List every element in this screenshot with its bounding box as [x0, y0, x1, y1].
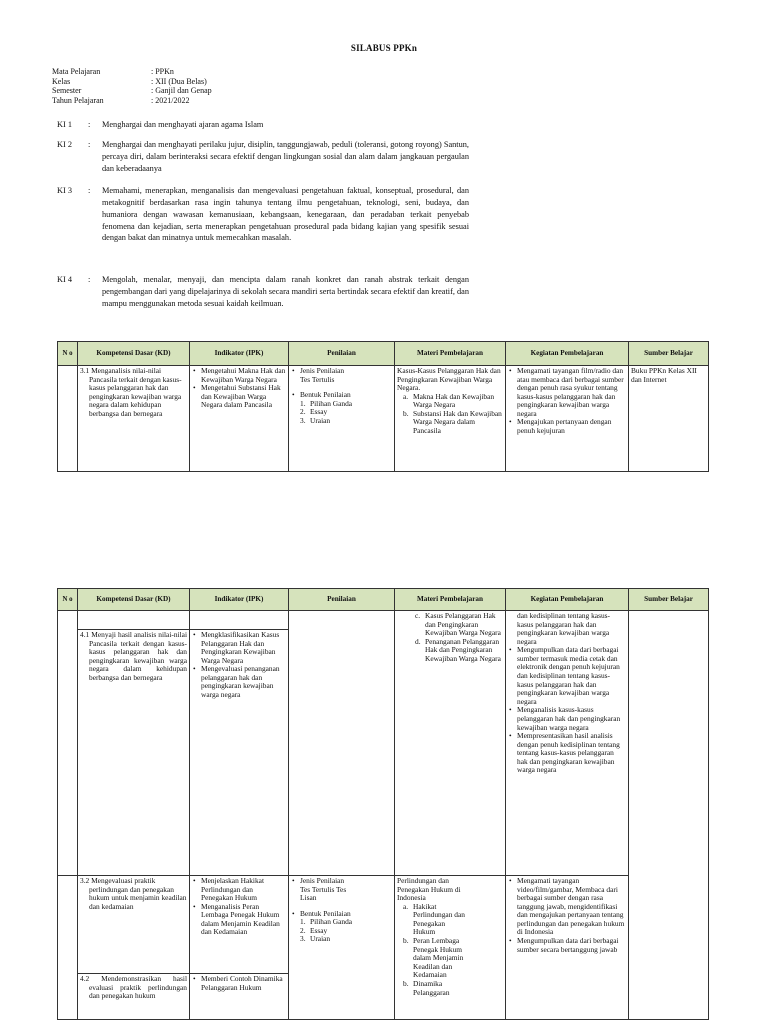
list-text: Peran Lembaga Penegak Hukum dalam Menjamin Keadilan dan Kedamaian — [413, 936, 464, 980]
list-item: • Jenis Penilaian Tes Tertulis Tes Lisan — [291, 877, 353, 903]
cell-penilaian — [289, 611, 395, 876]
cell-kd — [78, 630, 190, 876]
header-sumber: Sumber Belajar — [629, 342, 709, 366]
ki-code: KI 1 — [57, 120, 72, 129]
list-item: • Memberi Contoh Dinamika Pelanggaran Hukum — [192, 975, 286, 992]
list-item: • Mengamati tayangan video/film/gambar, Membaca dari berbagai sumber dengan rasa tanggung jawab, mengidentifikasi dan mengajukan pertanyaan tentang perlindungan dan penegakan hukum di Indonesia — [508, 877, 626, 937]
list-item: • Jenis Penilaian Tes Tertulis — [291, 367, 353, 384]
list-marker: 1. — [300, 398, 306, 408]
table-row — [58, 876, 709, 974]
cell-kegiatan — [506, 611, 629, 876]
table-row — [58, 366, 709, 472]
header-no: N o — [58, 589, 78, 611]
table-header-row — [58, 589, 709, 611]
list-item: • Mengevaluasi penanganan pelanggaran hak dan pengingkaran kewajiban warga negara — [192, 665, 286, 699]
syllabus-table-2 — [57, 588, 709, 1020]
header-sumber: Sumber Belajar — [629, 589, 709, 611]
meta-row-class — [52, 77, 212, 87]
list-item: • Mengumpulkan data dari berbagai sumber termasuk media cetak dan elektronik dengan penuh kejujuran dan kedisiplinan tentang kasus-kasus pelanggaran hak dan pengingkaran kewajiban warga negara — [508, 646, 626, 706]
list-marker: c. — [415, 611, 421, 620]
cell-kd — [78, 876, 190, 974]
header-penilaian: Penilaian — [289, 589, 395, 611]
cell-sumber — [629, 611, 709, 1020]
header-ipk: Indikator (IPK) — [190, 589, 289, 611]
kd-text: 4.1 Menyaji hasil analisis nilai-nilai Pancasila terkait dengan kasus-kasus pelanggaran hak dan pengingkaran kewajiban warga negara dalam kehidupan berbangsa dan bernegara — [80, 630, 187, 682]
list-marker: b. — [403, 408, 409, 418]
list-item: • Mengumpulkan data dari berbagai sumber secara bertanggung jawab — [508, 937, 626, 954]
list-text: Dinamika Pelanggaran — [413, 978, 450, 997]
meta-value: : Ganjil dan Genap — [151, 86, 212, 95]
meta-value: : 2021/2022 — [151, 95, 190, 105]
cell-penilaian — [289, 876, 395, 1020]
header-kd: Kompetensi Dasar (KD) — [78, 589, 190, 611]
table-row — [58, 611, 709, 630]
list-marker: d. — [415, 636, 421, 646]
meta-label: Kelas — [52, 76, 71, 86]
meta-row-semester — [52, 86, 212, 96]
cell-no — [58, 876, 78, 1020]
cell-ipk — [190, 974, 289, 1020]
list-text: Uraian — [310, 415, 331, 425]
list-marker: 2. — [300, 407, 306, 417]
header-materi: Materi Pembelajaran — [395, 342, 506, 366]
list-item: • Mengetahui Makna Hak dan Kewajiban Warga Negara — [192, 367, 286, 384]
ki-text: Menghargai dan menghayati ajaran agama Islam — [102, 120, 264, 129]
list-item: • Menganalisis kasus-kasus pelanggaran hak dan pengingkaran kewajiban warga negara — [508, 706, 626, 732]
kd-text: 4.2 Mendemonstrasikan hasil evaluasi praktik perlindungan dan penegakan hukum — [80, 974, 187, 1001]
ki-text: Mengolah, menalar, menyaji, dan mencipta dalam ranah konkret dan ranah abstrak terkait dengan pengembangan dari yang dipelajarinya di sekolah secara mandiri serta bertindak secara efektif dan kreatif, dan mampu menggunakan metoda sesuai kaidah keilmuan. — [102, 275, 469, 308]
materi-intro: Kasus-Kasus Pelanggaran Hak dan Pengingkaran Kewajiban Warga Negara. — [397, 366, 501, 393]
page-title: SILABUS PPKn — [350, 43, 418, 53]
list-text: Essay — [310, 407, 328, 417]
cell-kegiatan — [506, 876, 629, 1020]
table-header-row — [58, 342, 709, 366]
list-item — [403, 903, 503, 937]
list-text: Uraian — [310, 934, 331, 944]
ki-code: KI 4 — [57, 275, 72, 284]
list-item — [403, 393, 503, 410]
meta-value: : PPKn — [151, 67, 174, 76]
list-text: Essay — [310, 925, 328, 935]
ki-2 — [57, 139, 469, 175]
meta-row-subject — [52, 67, 212, 77]
list-marker: b. — [403, 936, 409, 946]
kd-text: 3.1 Menganalisis nilai-nilai Pancasila terkait dengan kasus-kasus pelanggaran hak dan pengingkaran kewajiban warga negara dalam kehidupan berbangsa dan bernegara — [80, 366, 182, 418]
meta-label: Tahun Pelajaran — [52, 95, 104, 105]
list-item — [415, 612, 503, 638]
subject-meta — [52, 67, 212, 105]
cell-no — [58, 366, 78, 472]
header-kegiatan: Kegiatan Pembelajaran — [506, 589, 629, 611]
list-text: Makna Hak dan Kewajiban Warga Negara — [413, 391, 495, 410]
cell-ipk — [190, 611, 289, 630]
list-item — [300, 417, 392, 426]
list-marker: 3. — [300, 934, 306, 944]
cell-kd — [78, 611, 190, 630]
ki-colon: : — [88, 275, 91, 284]
ki-4 — [57, 274, 469, 310]
list-item: • Menganalisis Peran Lembaga Penegak Hukum dalam Menjamin Keadilan dan Kedamaian — [192, 903, 286, 937]
ki-colon: : — [88, 186, 91, 195]
list-text: Penanganan Pelanggaran Hak dan Pengingkaran Kewajiban Warga Negara — [425, 636, 501, 663]
list-item — [300, 935, 392, 944]
meta-label: Mata Pelajaran — [52, 67, 101, 76]
list-item — [403, 937, 503, 980]
list-marker: b. — [403, 978, 409, 988]
list-text: Pilihan Ganda — [310, 917, 353, 927]
ki-1 — [57, 119, 469, 131]
cell-materi — [395, 876, 506, 1020]
list-marker: 3. — [300, 415, 306, 425]
header-kegiatan: Kegiatan Pembelajaran — [506, 342, 629, 366]
ki-3 — [57, 185, 469, 244]
kd-text: 3.2 Mengevaluasi praktik perlindungan dan penegakan hukum untuk menjamin keadilan dan kedamaian — [80, 876, 187, 911]
meta-value: : XII (Dua Belas) — [151, 76, 207, 86]
list-item — [403, 980, 503, 997]
list-item: • Mengetahui Substansi Hak dan Kewajiban Warga Negara dalam Pancasila — [192, 384, 286, 410]
ki-colon: : — [88, 140, 91, 149]
materi-intro: Perlindungan dan Penegakan Hukum di Indonesia — [397, 876, 461, 903]
meta-row-year — [52, 96, 212, 106]
list-item — [415, 638, 503, 664]
cell-kd — [78, 974, 190, 1020]
cell-kd — [78, 366, 190, 472]
cell-ipk — [190, 630, 289, 876]
list-item: • Mengamati tayangan film/radio dan atau membaca dari berbagai sumber dengan penuh rasa syukur tentang kasus-kasus pelanggaran hak dan pengingkaran kewajiban warga negara — [508, 367, 626, 418]
list-marker: 1. — [300, 917, 306, 927]
cell-ipk — [190, 366, 289, 472]
meta-label: Semester — [52, 86, 82, 95]
ki-text: Memahami, menerapkan, menganalisis dan mengevaluasi pengetahuan faktual, konseptual, prosedural, dan metakognitif berdasarkan rasa ingin tahunya tentang ilmu pengetahuan, teknologi, seni, budaya, dan humaniora dengan wawasan kemanusiaan, kebangsaan, kenegaraan, dan peradaban terkait penyebab fenomena dan kejadian, serta menerapkan pengetahuan prosedural pada bidang kajian yang spesifik sesuai dengan bakat dan minatnya untuk memecahkan masalah. — [102, 186, 469, 243]
list-text: Pilihan Ganda — [310, 398, 353, 408]
list-marker: a. — [403, 391, 409, 401]
cell-materi — [395, 366, 506, 472]
cell-sumber: Buku PPKn Kelas XII dan Internet — [629, 366, 709, 472]
kegiatan-continued: dan kedisiplinan tentang kasus-kasus pelanggaran hak dan pengingkaran kewajiban warga negara — [517, 611, 610, 646]
header-ipk: Indikator (IPK) — [190, 342, 289, 366]
ki-code: KI 3 — [57, 186, 72, 195]
cell-penilaian — [289, 366, 395, 472]
syllabus-table-1 — [57, 341, 709, 472]
cell-materi — [395, 611, 506, 876]
list-item: • Menjelaskan Hakikat Perlindungan dan Penegakan Hukum — [192, 877, 286, 903]
cell-no — [58, 611, 78, 876]
list-item — [403, 410, 503, 436]
header-materi: Materi Pembelajaran — [395, 589, 506, 611]
list-marker: 2. — [300, 925, 306, 935]
ki-code: KI 2 — [57, 140, 72, 149]
ki-text: Menghargai dan menghayati perilaku jujur, disiplin, tanggungjawab, peduli (toleransi, gotong royong) Santun, percaya diri, dalam berinteraksi secara efektif dengan lingkungan sosial dan alam dalam jangkauan pergaulan dan keberadaanya — [102, 140, 469, 173]
list-text: Substansi Hak dan Kewajiban Warga Negara dalam Pancasila — [413, 408, 502, 436]
cell-kegiatan — [506, 366, 629, 472]
list-item: • Mengklasifikasikan Kasus Pelanggaran Hak dan Pengingkaran Kewajiban Warga Negara — [192, 631, 286, 665]
header-no: N o — [58, 342, 78, 366]
ki-colon: : — [88, 120, 91, 129]
list-marker: a. — [403, 901, 409, 911]
list-item: • Mempresentasikan hasil analisis dengan penuh kedisiplinan tentang tentang kasus-kasus pelanggaran hak dan pengingkaran kewajiban warga negara — [508, 732, 626, 775]
list-item: • Bentuk Penilaian — [291, 910, 392, 919]
list-text: Hakikat Perlindungan dan Penegakan Hukum — [413, 901, 465, 937]
list-text: Kasus Pelanggaran Hak dan Pengingkaran Kewajiban Warga Negara — [425, 611, 501, 638]
list-item: • Mengajukan pertanyaan dengan penuh kejujuran — [508, 418, 626, 435]
header-kd: Kompetensi Dasar (KD) — [78, 342, 190, 366]
list-item: • Bentuk Penilaian — [291, 391, 392, 400]
header-penilaian: Penilaian — [289, 342, 395, 366]
cell-ipk — [190, 876, 289, 974]
